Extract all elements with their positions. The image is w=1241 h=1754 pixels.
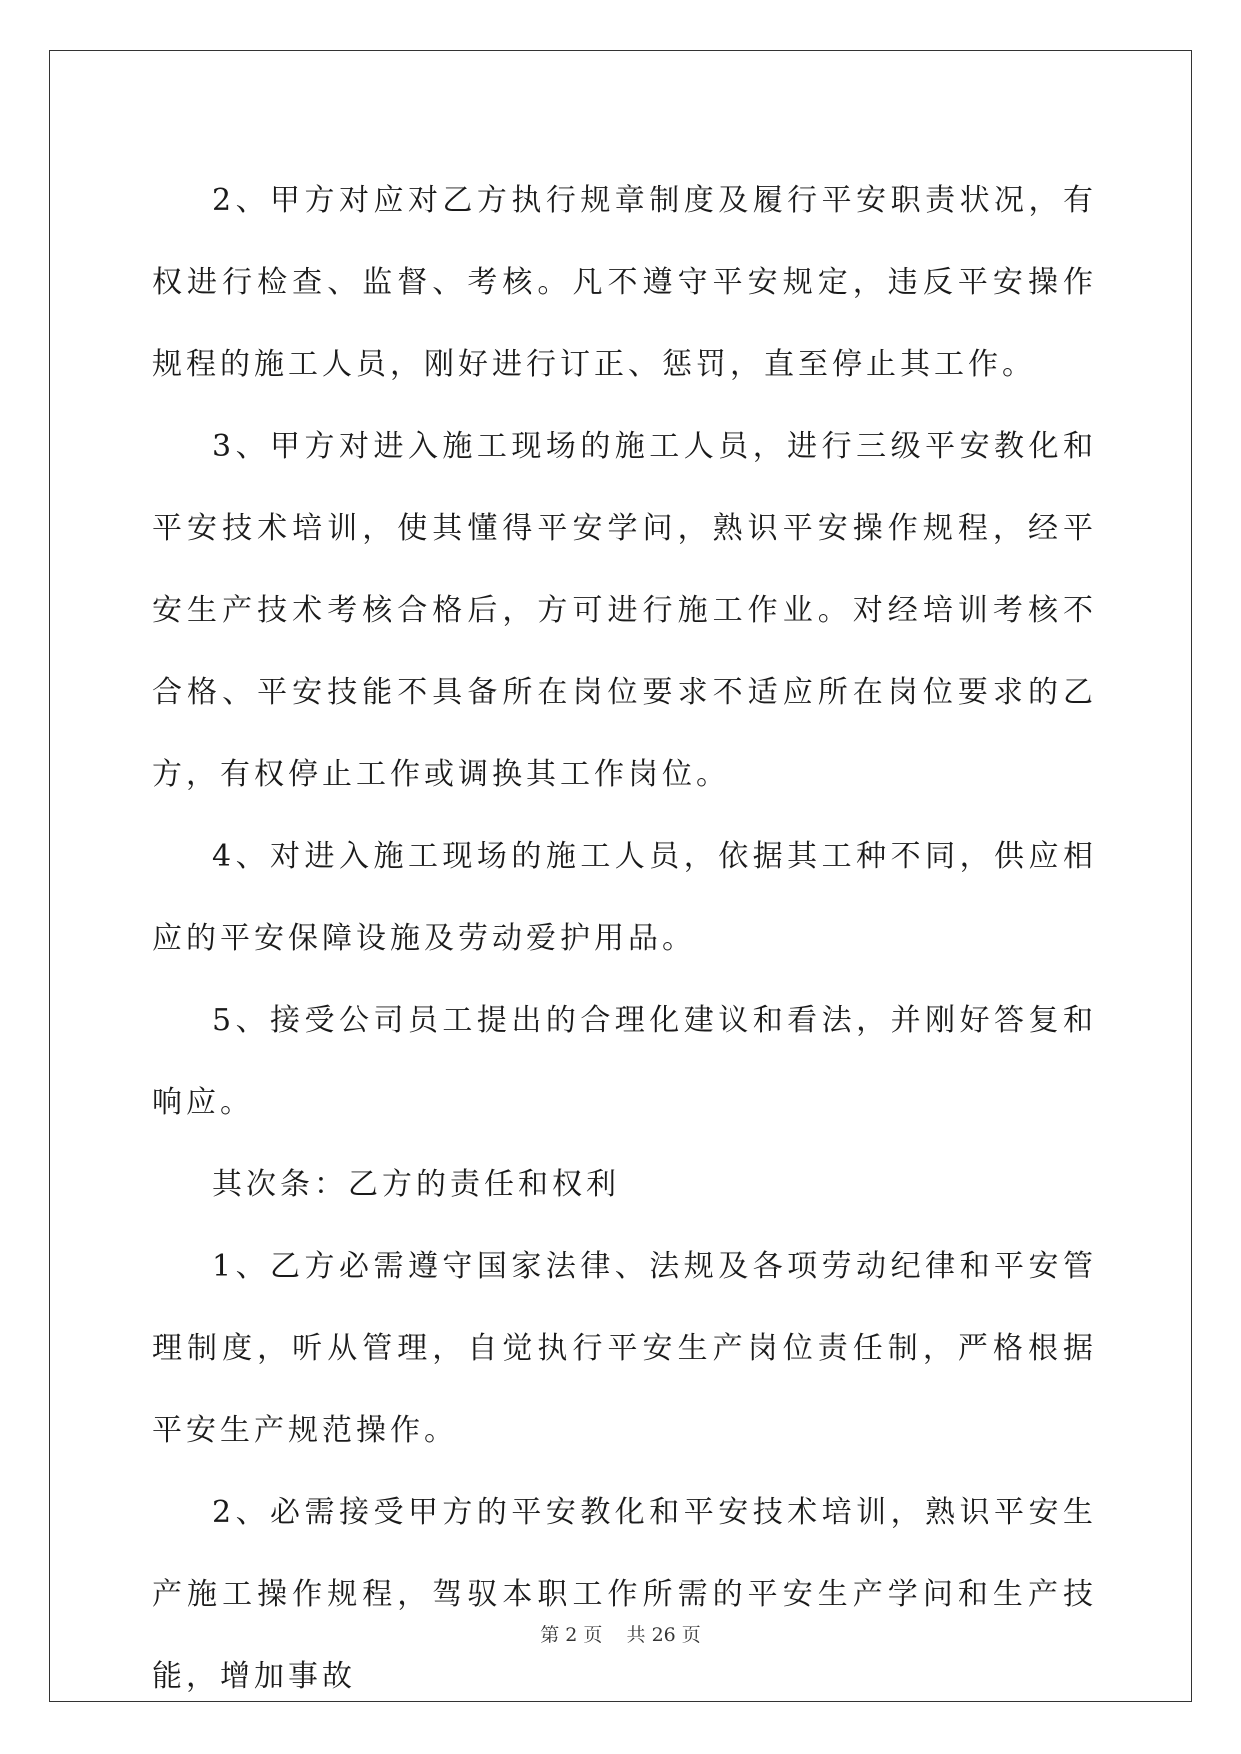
- document-body: [152, 160, 1097, 1718]
- paragraph: 5、接受公司员工提出的合理化建议和看法，并刚好答复和响应。: [152, 1003, 1097, 1120]
- paragraph: 4、对进入施工现场的施工人员，依据其工种不同，供应相应的平安保障设施及劳动爱护用品。: [152, 839, 1097, 956]
- page-footer: [0, 1620, 1241, 1647]
- paragraph: 3、甲方对进入施工现场的施工人员，进行三级平安教化和平安技术培训，使其懂得平安学问，熟识平安操作规程，经平安生产技术考核合格后，方可进行施工作业。对经培训考核不合格、平安技能不具备所在岗位要求不适应所在岗位要求的乙方，有权停止工作或调换其工作岗位。: [152, 429, 1097, 792]
- paragraph: 2、必需接受甲方的平安教化和平安技术培训，熟识平安生产施工操作规程，驾驭本职工作所需的平安生产学问和生产技能，增加事故: [152, 1495, 1097, 1694]
- paragraph: 1、乙方必需遵守国家法律、法规及各项劳动纪律和平安管理制度，听从管理，自觉执行平安生产岗位责任制，严格根据平安生产规范操作。: [152, 1249, 1097, 1448]
- paragraph: 2、甲方对应对乙方执行规章制度及履行平安职责状况，有权进行检查、监督、考核。凡不遵守平安规定，违反平安操作规程的施工人员，刚好进行订正、惩罚，直至停止其工作。: [152, 183, 1097, 382]
- section-heading: 其次条：乙方的责任和权利: [212, 1167, 620, 1202]
- page-number: 第 2 页: [540, 1624, 603, 1646]
- page-total: 共 26 页: [626, 1624, 701, 1646]
